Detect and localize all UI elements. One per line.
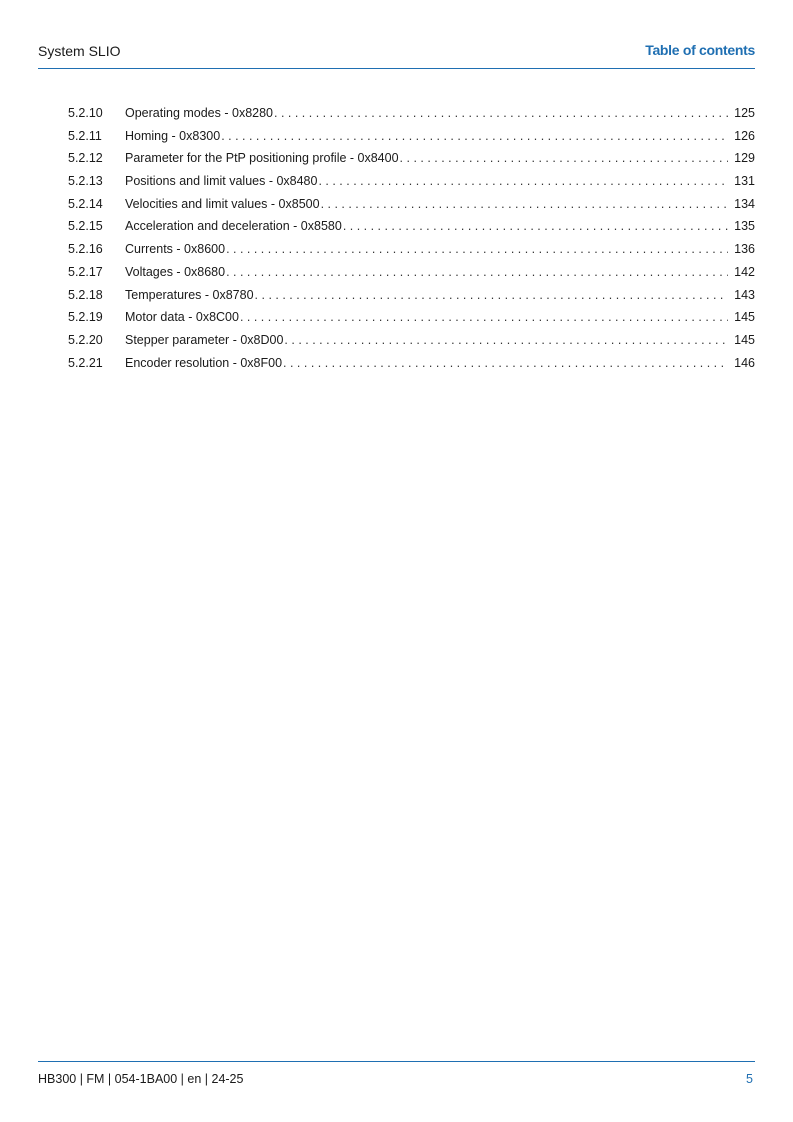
toc-entry[interactable] bbox=[68, 193, 755, 216]
toc-entry-title: Acceleration and deceleration - 0x8580 bbox=[125, 219, 342, 234]
toc-entry-page: 126 bbox=[734, 128, 755, 143]
toc-entry-number: 5.2.12 bbox=[68, 151, 103, 166]
toc-entry-number: 5.2.18 bbox=[68, 287, 103, 302]
toc-entry-page: 135 bbox=[734, 219, 755, 234]
toc-entry-title: Stepper parameter - 0x8D00 bbox=[125, 332, 284, 347]
toc-entry-number: 5.2.10 bbox=[68, 106, 103, 120]
toc-dot-leader bbox=[274, 102, 728, 125]
toc-entry[interactable] bbox=[68, 238, 755, 261]
footer-document-id: HB300 | FM | 054-1BA00 | en | 24-25 bbox=[38, 1072, 244, 1086]
toc-dot-leader bbox=[240, 306, 728, 329]
toc-dot-leader bbox=[226, 238, 728, 261]
toc-dot-leader bbox=[400, 147, 729, 170]
toc-entry-title: Motor data - 0x8C00 bbox=[125, 310, 239, 325]
toc-entry[interactable] bbox=[68, 147, 755, 170]
footer-page-number: 5 bbox=[746, 1072, 753, 1086]
toc-entry[interactable] bbox=[68, 284, 755, 307]
page-footer bbox=[38, 1061, 755, 1092]
toc-entry-number: 5.2.17 bbox=[68, 264, 103, 279]
toc-entry-title: Homing - 0x8300 bbox=[125, 128, 221, 143]
toc-entry-title: Encoder resolution - 0x8F00 bbox=[125, 355, 283, 370]
toc-entry-page: 134 bbox=[734, 196, 755, 211]
toc-dot-leader bbox=[284, 329, 728, 352]
toc-entry-title: Currents - 0x8600 bbox=[125, 242, 226, 257]
header-product: System SLIO bbox=[38, 43, 121, 59]
toc-entry-title: Velocities and limit values - 0x8500 bbox=[125, 196, 320, 211]
toc-entry-page: 146 bbox=[734, 355, 755, 370]
toc-entry-number: 5.2.21 bbox=[68, 355, 103, 370]
toc-entry-number: 5.2.20 bbox=[68, 332, 103, 347]
toc-entry-number: 5.2.11 bbox=[68, 128, 102, 143]
toc-dot-leader bbox=[321, 193, 729, 216]
toc-entry[interactable] bbox=[68, 306, 755, 329]
toc-entry-title: Voltages - 0x8680 bbox=[125, 264, 226, 279]
toc-entry-page: 129 bbox=[734, 151, 755, 166]
toc-entry[interactable] bbox=[68, 261, 755, 284]
toc-entry[interactable] bbox=[68, 215, 755, 238]
toc-entry-number: 5.2.14 bbox=[68, 196, 103, 211]
toc-entry-number: 5.2.16 bbox=[68, 242, 103, 257]
toc-dot-leader bbox=[226, 261, 728, 284]
toc-entry-title: Parameter for the PtP positioning profile - 0x8400 bbox=[125, 151, 399, 166]
toc-entry-page: 125 bbox=[734, 106, 755, 120]
toc-dot-leader bbox=[255, 284, 729, 307]
page-header bbox=[38, 42, 755, 69]
toc-dot-leader bbox=[318, 170, 728, 193]
toc-entry[interactable] bbox=[68, 170, 755, 193]
toc-dot-leader bbox=[283, 352, 728, 375]
header-section-title: Table of contents bbox=[645, 42, 755, 58]
toc-entry[interactable] bbox=[68, 352, 755, 375]
toc-entry[interactable] bbox=[68, 125, 755, 148]
toc-dot-leader bbox=[343, 215, 728, 238]
toc-entry-page: 145 bbox=[734, 332, 755, 347]
toc-entry-page: 142 bbox=[734, 264, 755, 279]
toc-entry-page: 136 bbox=[734, 242, 755, 257]
toc-entry-number: 5.2.15 bbox=[68, 219, 103, 234]
toc-entry-title: Operating modes - 0x8280 bbox=[125, 106, 274, 120]
toc-entry-page: 145 bbox=[734, 310, 755, 325]
toc-entry[interactable] bbox=[68, 329, 755, 352]
toc-entry-title: Temperatures - 0x8780 bbox=[125, 287, 254, 302]
toc-entry[interactable] bbox=[68, 102, 755, 125]
toc-entry-number: 5.2.13 bbox=[68, 174, 103, 189]
table-of-contents bbox=[68, 102, 755, 374]
toc-entry-page: 131 bbox=[734, 174, 755, 189]
toc-dot-leader bbox=[221, 125, 728, 148]
toc-entry-number: 5.2.19 bbox=[68, 310, 103, 325]
toc-entry-page: 143 bbox=[734, 287, 755, 302]
toc-entry-title: Positions and limit values - 0x8480 bbox=[125, 174, 318, 189]
